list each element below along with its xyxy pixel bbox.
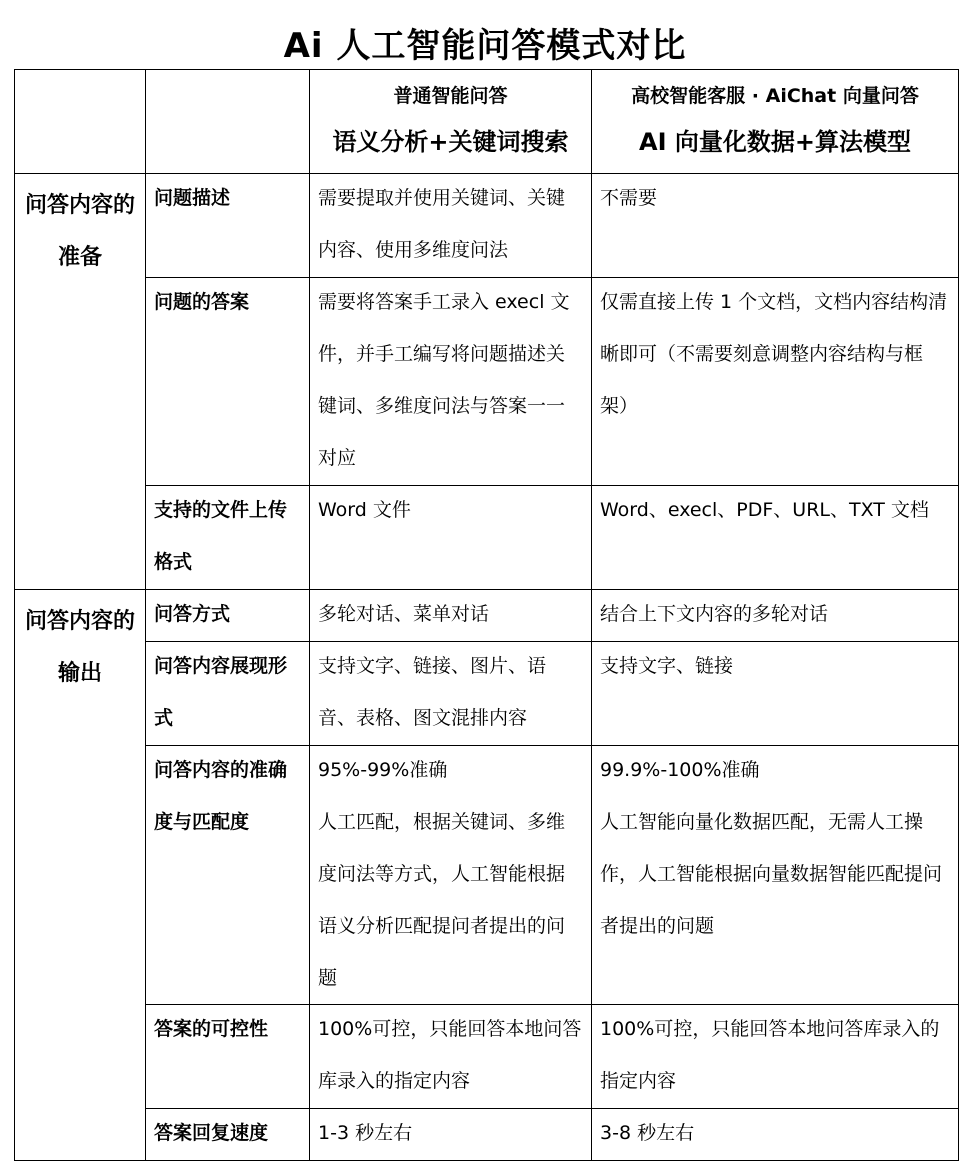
section-prep: 问答内容的准备 — [15, 174, 146, 590]
row-label: 问答内容的准确度与匹配度 — [146, 746, 310, 1005]
table-row — [15, 486, 959, 590]
row-label: 支持的文件上传格式 — [146, 486, 310, 590]
row-label: 答案回复速度 — [146, 1109, 310, 1161]
aichat-name: 高校智能客服 · AiChat 向量问答 — [631, 85, 919, 107]
cell-aichat: 结合上下文内容的多轮对话 — [592, 590, 959, 642]
cell-normal: 需要提取并使用关键词、关键内容、使用多维度问法 — [310, 174, 592, 278]
header-empty-2 — [146, 70, 310, 174]
cell-aichat: Word、execl、PDF、URL、TXT 文档 — [592, 486, 959, 590]
cell-normal: 支持文字、链接、图片、语音、表格、图文混排内容 — [310, 642, 592, 746]
table-row — [15, 1005, 959, 1109]
row-label: 问题的答案 — [146, 278, 310, 486]
cell-aichat: 支持文字、链接 — [592, 642, 959, 746]
header-row — [15, 70, 959, 174]
accuracy-normal: 95%-99%准确 — [318, 759, 448, 781]
table-row — [15, 174, 959, 278]
cell-normal: 1-3 秒左右 — [310, 1109, 592, 1161]
row-label: 答案的可控性 — [146, 1005, 310, 1109]
table-row — [15, 1109, 959, 1161]
cell-normal: 95%-99%准确 人工匹配，根据关键词、多维度问法等方式，人工智能根据语义分析匹配提问者提出的问题 — [310, 746, 592, 1005]
row-label: 问答方式 — [146, 590, 310, 642]
table-row — [15, 642, 959, 746]
row-label: 问题描述 — [146, 174, 310, 278]
table-row — [15, 278, 959, 486]
page-title: Ai 人工智能问答模式对比 — [283, 26, 687, 66]
section-output: 问答内容的输出 — [15, 590, 146, 1161]
cell-aichat: 99.9%-100%准确 人工智能向量化数据匹配，无需人工操作，人工智能根据向量数据智能匹配提问者提出的问题 — [592, 746, 959, 1005]
header-aichat — [592, 70, 959, 174]
table-row — [15, 590, 959, 642]
row-label: 问答内容展现形式 — [146, 642, 310, 746]
cell-normal: 多轮对话、菜单对话 — [310, 590, 592, 642]
aichat-method: AI 向量化数据+算法模型 — [639, 128, 911, 156]
cell-normal: 100%可控，只能回答本地问答库录入的指定内容 — [310, 1005, 592, 1109]
table-row — [15, 746, 959, 1005]
cell-aichat: 100%可控，只能回答本地问答库录入的指定内容 — [592, 1005, 959, 1109]
normal-method: 语义分析+关键词搜索 — [332, 128, 569, 156]
normal-name: 普通智能问答 — [393, 85, 508, 107]
cell-aichat: 3-8 秒左右 — [592, 1109, 959, 1161]
cell-aichat: 不需要 — [592, 174, 959, 278]
header-normal — [310, 70, 592, 174]
comparison-table — [14, 69, 959, 1161]
header-empty-1 — [15, 70, 146, 174]
cell-aichat: 仅需直接上传 1 个文档，文档内容结构清晰即可（不需要刻意调整内容结构与框架） — [592, 278, 959, 486]
cell-normal: 需要将答案手工录入 execl 文件，并手工编写将问题描述关键词、多维度问法与答案一一对应 — [310, 278, 592, 486]
accuracy-aichat: 99.9%-100%准确 — [600, 759, 760, 781]
cell-normal: Word 文件 — [310, 486, 592, 590]
